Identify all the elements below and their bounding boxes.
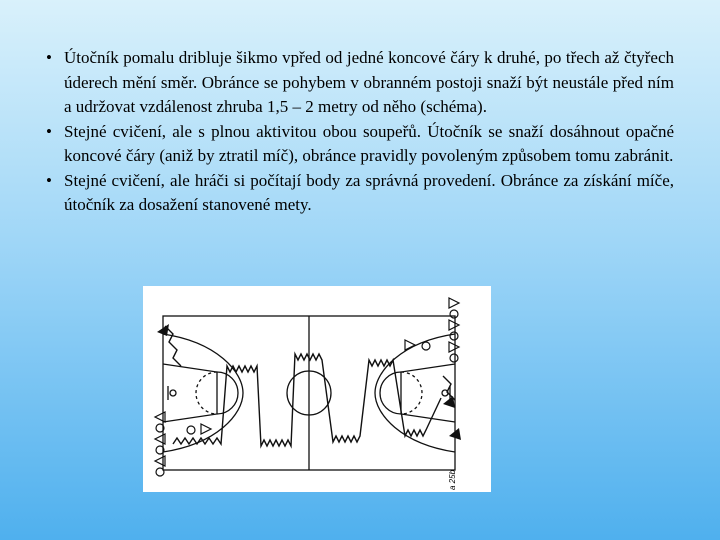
left-hoop — [170, 390, 176, 396]
left-key — [163, 364, 217, 422]
arrow-icon — [443, 396, 455, 408]
bullet-text: Stejné cvičení, ale s plnou aktivitou obou soupeřů. Útočník se snaží dosáhnout opačné koncové čáry (aniž by ztratil míč), obránce pravidly povoleným způsobem tomu zabránit. — [64, 121, 674, 165]
attacker-circle-icon — [450, 354, 458, 362]
attacker-circle-icon — [156, 468, 164, 476]
right-free-throw-circle-dashed — [401, 372, 422, 414]
bullet-dot-icon: • — [46, 48, 52, 67]
left-free-throw-circle — [217, 372, 238, 414]
attacker-circle-icon — [450, 332, 458, 340]
attacker-circle-icon — [450, 310, 458, 318]
defender-triangle-icon — [449, 342, 459, 352]
left-free-throw-circle-dashed — [196, 372, 217, 414]
right-key — [401, 364, 455, 422]
bullet-item — [44, 169, 674, 218]
defender-triangle-icon — [449, 298, 459, 308]
bullet-list — [44, 46, 674, 218]
defender-triangle-icon — [449, 320, 459, 330]
bullet-text: Útočník pomalu dribluje šikmo vpřed od jedné koncové čáry k druhé, po třech až čtyřech úderech mění směr. Obránce se pohybem v obranném postoji snaží být neustále před ním a udržovat vzdálenost zhruba 1,5 – 2 metry od něho (schéma). — [64, 48, 674, 116]
bullet-dot-icon: • — [46, 121, 52, 141]
attacker-circle-icon — [187, 426, 195, 434]
left-three-point-arc — [163, 334, 243, 452]
court-diagram — [143, 286, 491, 492]
bullet-item — [44, 120, 674, 169]
bullet-dot-icon: • — [46, 170, 52, 190]
defender-triangle-icon — [201, 424, 211, 434]
bullet-item — [44, 46, 674, 120]
diagram-label: a 25b — [448, 469, 457, 490]
right-three-point-arc — [375, 334, 455, 452]
court-diagram-svg — [143, 286, 491, 492]
players-right — [405, 298, 459, 362]
attacker-circle-icon — [422, 342, 430, 350]
bullet-text: Stejné cvičení, ale hráči si počítají body za správná provedení. Obránce za získání míče, útočník za dosažení stanovené mety. — [64, 170, 674, 214]
